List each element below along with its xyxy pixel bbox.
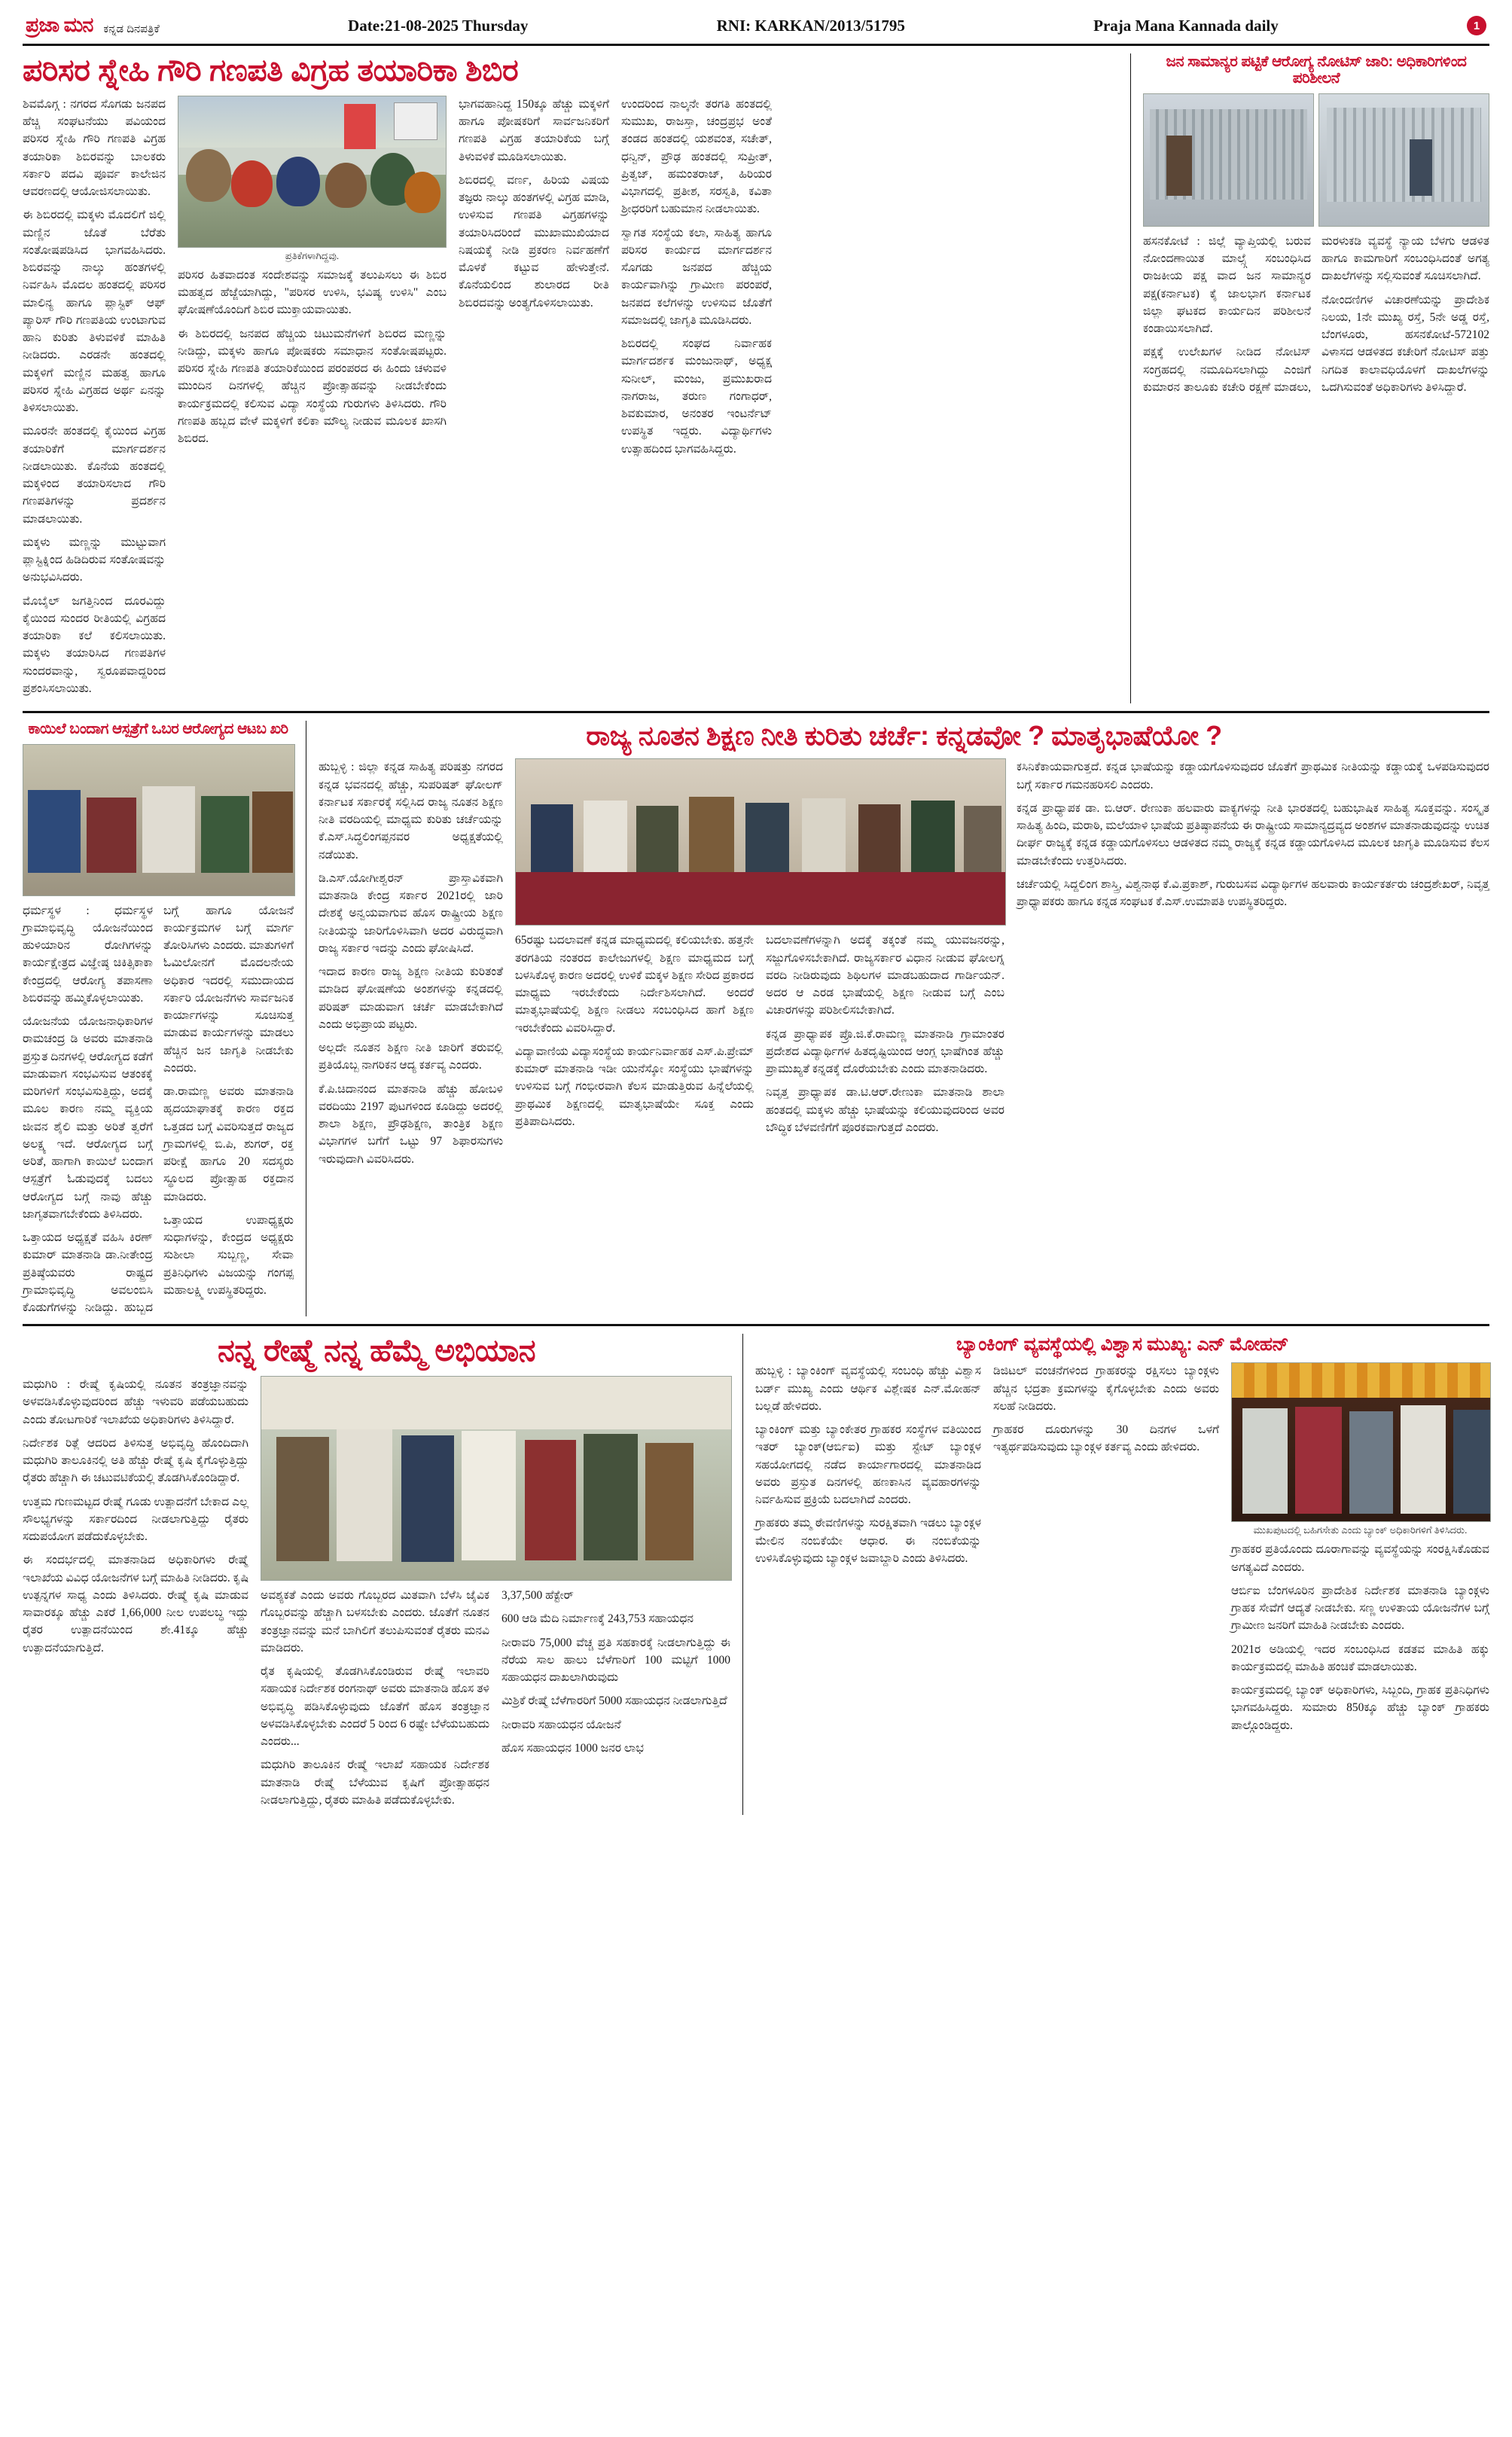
masthead-logo — [26, 14, 160, 38]
story5-photo — [1231, 1362, 1491, 1522]
story2-headline: ಕಾಯಿಲೆ ಬಂದಾಗ ಆಸ್ಪತ್ರೆಗೆ ಒಬರ ಆರೋಗ್ಯದ ಆಟಬ ಖರಿ — [28, 721, 288, 738]
rni-number: RNI: KARKAN/2013/51795 — [716, 16, 905, 35]
story3-col-far-right: ಕಸಿನಿಕೆಕಾಯವಾಗುತ್ತದೆ. ಕನ್ನಡ ಭಾಷೆಯನ್ನು ಕಡ್ಡಾಯಗೊಳಿಸುವುದರ ಜೊತೆಗೆ ಪ್ರಾಥಮಿಕ ನೀತಿಯನ್ನು ಕಡ್ಡಾಯಕ್ಕೆ ಒಳಪಡಿಸುವುದರ ಬಗ್ಗೆ ಸರ್ಕಾರ ಗಮನಹರಿಸಲಿ ಎಂದರು. ಕನ್ನಡ ಪ್ರಾಧ್ಯಾಪಕ ಡಾ. ಬಿ.ಆರ್. ರೇಣುಕಾ ಹಲವಾರು ವಾಕ್ಯಗಳನ್ನು ನೀತಿ ಭಾರತದಲ್ಲಿ ಬಹುಭಾಷಿಕ ಸಾಹಿತ್ಯ ಸೂಕ್ತವನ್ನು. ಸಂಸ್ಕೃತ ಸಾಹಿತ್ಯ ಹಿಂದಿ, ಮರಾಠಿ, ಮಲೆಯಾಳಿ ಭಾಷೆಯ ಪ್ರತಿಷ್ಠಾಪನೆಯ ಈ ರಾಷ್ಟ್ರೀಯ ಸಾಮಾನ್ಯದ್ರವ್ಯದ ಅಂಶಗಳ ಮಾತನಾಡುವುದನ್ನು ಉಚಿತ ದೀರ್ಘ ರಾಜ್ಯಕ್ಕೆ ಕನ್ನಡ ಕಡ್ಡಾಯಗೊಳಿಸಲು ಆಡಳಿತದ ನಮ್ಮ ರಾಜ್ಯಕ್ಕೆ ಕನ್ನಡ ಕಡ್ಡಾಯಗೊಳಿಸಿದ ಮೂಲಕ ಜಾಗೃತಿ ಮೂಡಿಸುವ ಕೆಲಸ ಮಾಡಬೇಕೆಂದು ಉತ್ತರಿಸಿದರು. ಚರ್ಚೆಯಲ್ಲಿ ಸಿದ್ದಲಿಂಗ ಶಾಸ್ತ್ರಿ, ವಿಶ್ವನಾಥ ಕೆ.ವಿ.ಪ್ರಕಾಶ್, ಗುರುಬಸವ ವಿದ್ಯಾರ್ಥಿಗಳ ಹಲವಾರು ಕಾರ್ಯಕರ್ತರು ಚಂದ್ರಶೇಖರ್, ನಿವೃತ್ತ ಪ್ರಾಧ್ಯಾಪಕರು ಹಾಗೂ ಕನ್ನಡ ಸಂಘಟಕ ಕೆ.ಎಸ್.ಉಮಾಪತಿ ಉಪಸ್ಥಿತರಿದ್ದರು. — [1017, 761, 1489, 909]
vertical-divider-1 — [1130, 53, 1131, 703]
story3-photo-col — [515, 758, 1004, 1174]
story1-col1: ಶಿವಮೊಗ್ಗ : ನಗರದ ಸೊಗಡು ಜನಪದ ಹೆಚ್ಚಿ ಸಂಘಟನೆಯು ಪವಿಯಂದ ಪರಿಸರ ಸ್ನೇಹಿ ಗೌರಿ ಗಣಪತಿ ವಿಗ್ರಹ ತಯಾರಿಕಾ ಶಿಬಿರವನ್ನು ಬಾಲಕರು ಸರ್ಕಾರಿ ಪದವಿ ಪೂರ್ವ ಕಾಲೇಜಿನ ಆವರಣದಲ್ಲಿ ಆಯೋಜಿಸಲಾಯಿತು. ಈ ಶಿಬಿರದಲ್ಲಿ ಮಕ್ಕಳು ಮೊದಲಿಗೆ ಜಿಲ್ಲಿ ಮಣ್ಣಿನ ಜೊತೆ ಬೆರೆತು ಸಂತೋಷಪಡಿಸಿದ ಭಾಗವಹಿಸಿದರು. ಶಿಬಿರವನ್ನು ನಾಲ್ಕು ಹಂತಗಳಲ್ಲಿ ನಿರ್ವಹಿಸಿ ಮೊದಲ ಹಂತದಲ್ಲಿ ಪರಿಸರ ಮಾಲಿನ್ಯ ಹಾಗೂ ಪ್ಲಾಸ್ಟಿಕ್ ಆಫ್ ಪ್ಯಾರಿಸ್ ಗೌರಿ ಗಣಪತಿಯ ಉಂಟಾಗುವ ಹಾನಿ ಕುರಿತು ತಿಳುವಳಿಕೆ ಮಾಹಿತಿ ನೀಡಿದರು. ಎರಡನೇ ಹಂತದಲ್ಲಿ ಮಕ್ಕಳಿಗೆ ಮಣ್ಣಿನ ಮಹತ್ವ ಹಾಗೂ ಪರಿಸರ ಸ್ನೇಹಿ ವಿಗ್ರಹದ ಅರ್ಥ ಏನನ್ನು ತಿಳಿಸಲಾಯಿತು. ಮೂರನೇ ಹಂತದಲ್ಲಿ ಕೈಯಿಂದ ವಿಗ್ರಹ ತಯಾರಿಕೆಗೆ ಮಾರ್ಗದರ್ಶನ ನೀಡಲಾಯಿತು. ಕೊನೆಯ ಹಂತದಲ್ಲಿ ಮಕ್ಕಳಿಂದ ತಯಾರಿಸಲಾದ ಗೌರಿ ಗಣಪತಿಗಳನ್ನು ಪ್ರದರ್ಶನ ಮಾಡಲಾಯಿತು. ಮಕ್ಕಳು ಮಣ್ಣನ್ನು ಮುಟ್ಟುವಾಗ ಪ್ಲಾಸ್ಟಿಕ್ನಿಂದ ಹಿಡಿದಿರುವ ಸಂತೋಷವನ್ನು ಅನುಭವಿಸಿದರು. ಮೊಬೈಲ್ ಜಗತ್ತಿನಿಂದ ದೂರವಿದ್ದು ಕೈಯಿಂದ ಸುಂದರ ರೀತಿಯಲ್ಲಿ ವಿಗ್ರಹದ ತಯಾರಿಕಾ ಕಲೆ ಕಲಿಸಲಾಯಿತು. ಮಕ್ಕಳು ತಯಾರಿಸಿದ ಗಣಪತಿಗಳ ಸುಂದರವಾನ್ನು, ಸ್ವರೂಪವಾದ್ದರಿಂದ ಪ್ರಶಂಸಿಸಲಾಯಿತು. — [23, 97, 166, 695]
bottom-section — [0, 1326, 1512, 1830]
story5-col3: ಗ್ರಾಹಕರ ಪ್ರತಿಯೊಂದು ದೂರಾಗಾವನ್ನು ವ್ಯವಸ್ಥೆಯನ್ನು ಸಂರಕ್ಷಿಸಿಕೊಡುವ ಅಗತ್ಯವಿದೆ ಎಂದರು. ಆರ್ಬಿಐ ಬೆಂಗಳೂರಿನ ಪ್ರಾದೇಶಿಕ ನಿರ್ದೇಶಕ ಮಾತನಾಡಿ ಬ್ಯಾಂಕ್ಗಳು ಗ್ರಾಹಕ ಸೇವೆಗೆ ಆದ್ಯತೆ ನೀಡಬೇಕು. ಸಣ್ಣ ಉಳಿತಾಯ ಯೋಜನೆಗಳ ಬಗ್ಗೆ ಗ್ರಾಮೀಣ ಜನರಿಗೆ ಮಾಹಿತಿ ನೀಡಬೇಕು ಎಂದರು. 2021ರ ಅಡಿಯಲ್ಲಿ ಇದರ ಸಂಬಂಧಿಸಿದ ಕಡತವ ಮಾಹಿತಿ ಹಕ್ಕು ಕಾರ್ಯಕ್ರಮದಲ್ಲಿ ಮಾಹಿತಿ ಹಂಚಿಕೆ ಮಾಡಲಾಯಿತು. ಕಾರ್ಯಕ್ರಮದಲ್ಲಿ ಬ್ಯಾಂಕ್ ಅಧಿಕಾರಿಗಳು, ಸಿಬ್ಬಂದಿ, ಗ್ರಾಹಕ ಪ್ರತಿನಿಧಿಗಳು ಭಾಗವಹಿಸಿದ್ದರು. ಸುಮಾರು 850ಕ್ಕೂ ಹೆಚ್ಚು ಬ್ಯಾಂಕ್ ಗ್ರಾಹಕರು ಪಾಲ್ಗೊಂಡಿದ್ದರು. — [1231, 1543, 1489, 1732]
paper-name: Praja Mana Kannada daily — [1093, 16, 1279, 35]
story-top-right-headline: ಜನ ಸಾಮಾನ್ಯರ ಪಟ್ಟಿಕೆ ಆರೋಗ್ಯ ನೋಟಿಸ್ ಜಾರಿ: ಅಧಿಕಾರಿಗಳಿಂದ ಪರಿಶೀಲನೆ — [1166, 53, 1467, 87]
story-top-right-body: ಹಸನಕೋಟೆ : ಜಿಲ್ಲೆ ವ್ಯಾಪ್ತಿಯಲ್ಲಿ ಬರುವ ನೋಂದಣಾಯಿತ ಮಾಲ್ಸ್ಗೆ ಸಂಬಂಧಿಸಿದ ರಾಜಕೀಯ ಪಕ್ಷ ವಾದ ಜನ ಸಾಮಾನ್ಯರ ಪಕ್ಷ(ಕರ್ನಾಟಕ) ಕೈ ಜಾಲಭಾಗ ಕರ್ನಾಟಕ ಜಿಲ್ಲಾ ಘಟಕದ ಕಾರ್ಯದಿನ ಪರಿಶೀಲನೆ ಕಂಡಾಯಿಸಲಾಗಿದೆ. ಪಕ್ಷಕ್ಕೆ ಉಲೇಖಗಳ ನೀಡಿದ ನೋಟಿಸ್ ಸಂಗ್ರಹದಲ್ಲಿ ನಮೂದಿಸಲಾಗಿದ್ದು ಎಂಜಿಗೆ ಕುಮಾರನ ತಾಲೂಕು ಕಚೇರಿ ರಕ್ಷಣೆ ಮಾಡಲು, ಮರಳುಕಡಿ ವ್ಯವಸ್ಥೆ ನ್ಯಾಯ ಬೆಳಗು ಆಡಳಿತ ಹಾಗೂ ಕಾಮಗಾರಿಗೆ ಸಂಬಂಧಿಸಿದಂತೆ ಅಗತ್ಯ ದಾಖಲೆಗಳನ್ನು ಸಲ್ಲಿಸುವಂತೆ ಸೂಚಿಸಲಾಗಿದೆ. ನೋಂದಣಿಗಳ ವಿಚಾರಣೆಯನ್ನು ಪ್ರಾದೇಶಿಕ ನಿಲಯ, 1ನೇ ಮುಖ್ಯ ರಸ್ತೆ, 5ನೇ ಅಡ್ಡ ರಸ್ತೆ, ಬೆಂಗಳೂರು, ಹಸನಕೋಟೆ-572102 ವಿಳಾಸದ ಆಡಳಿತದ ಕಚೇರಿಗೆ ನೋಟಿಸ್ ಪತ್ತು ನಿಗದಿತ ಕಾಲಾವಧಿಯೊಳಗೆ ದಾಖಲೆಗಳನ್ನು ಒದಗಿಸುವಂತೆ ಅಧಿಕಾರಿಗಳು ತಿಳಿಸಿದ್ದಾರೆ. — [1143, 234, 1489, 394]
story1-photo — [178, 96, 447, 248]
story3-headline: ರಾಜ್ಯ ನೂತನ ಶಿಕ್ಷಣ ನೀತಿ ಕುರಿತು ಚರ್ಚೆ: ಕನ್ನಡವೋ ? ಮಾತೃಭಾಷೆಯೋ ? — [586, 720, 1222, 752]
story5-col2: ಡಿಜಿಟಲ್ ವಂಚನೆಗಳಿಂದ ಗ್ರಾಹಕರನ್ನು ರಕ್ಷಿಸಲು ಬ್ಯಾಂಕ್ಗಳು ಹೆಚ್ಚಿನ ಭದ್ರತಾ ಕ್ರಮಗಳನ್ನು ಕೈಗೊಳ್ಳಬೇಕು ಎಂದು ಅವರು ಸಲಹೆ ನೀಡಿದರು. ಗ್ರಾಹಕರ ದೂರುಗಳನ್ನು 30 ದಿನಗಳ ಒಳಗೆ ಇತ್ಯರ್ಥಪಡಿಸುವುದು ಬ್ಯಾಂಕ್ಗಳ ಕರ್ತವ್ಯ ಎಂದು ಹೇಳಿದರು. — [993, 1365, 1219, 1454]
story-top-right-block — [1143, 53, 1489, 703]
story4-figures: 3,37,500 ಹೆಕ್ಟೇರ್ 600 ಆಡಿ ಮೆದಿ ನಿರ್ಮಾಣಕ್ಕೆ 243,753 ಸಹಾಯಧನ ನೀರಾವರಿ 75,000 ವೆಚ್ಚ ಪ್ರತಿ ಸಹಕಾರಕ್ಕೆ ನೀಡಲಾಗುತ್ತಿದ್ದು ಈ ನೆರೆಯ ಸಾಲ ಹಾಲು ಬೆಳೆಗಾರಿಗೆ 100 ಮಟ್ಟಿಗೆ 1000 ಸಹಾಯಧನ ದಾಖಲಾಗಿರುವುದು ಮಿಶ್ರಿಕೆ ರೇಷ್ಮೆ ಬೆಳೆಗಾರರಿಗೆ 5000 ಸಹಾಯಧನ ನೀಡಲಾಗುತ್ತಿದೆ ನೀರಾವರಿ ಸಹಾಯಧನ ಯೋಜನೆ ಹೊಸ ಸಹಾಯಧನ 1000 ಜನರ ಲಾಭ — [501, 1589, 730, 1755]
story-top-right-photo-2 — [1318, 93, 1489, 227]
story4-col1: ಮಧುಗಿರಿ : ರೇಷ್ಮೆ ಕೃಷಿಯಲ್ಲಿ ನೂತನ ತಂತ್ರಜ್ಞಾನವನ್ನು ಅಳವಡಿಸಿಕೊಳ್ಳುವುದರಿಂದ ಹೆಚ್ಚು ಇಳುವರಿ ಪಡೆಯಬಹುದು ಎಂದು ತೋಟಗಾರಿಕೆ ಇಲಾಖೆಯ ಅಧಿಕಾರಿಗಳು ತಿಳಿಸಿದ್ದಾರೆ. ನಿರ್ದೇಶಕ ರಿತ್ಲೆ ಆದರಿದ ತಿಳಿಸುತ್ತ ಅಭಿವೃದ್ಧಿ ಹೊಂದಿದಾಗಿ ಮಧುಗಿರಿ ತಾಲೂಕಿನಲ್ಲಿ ಅತಿ ಹೆಚ್ಚು ರೇಷ್ಮೆ ಕೃಷಿ ಕೈಗೊಳ್ಳುತ್ತಿದ್ದು ರೈತರು ಹೆಚ್ಚಾಗಿ ಈ ಚಟುವಟಿಕೆಯಲ್ಲಿ ತೊಡಗಿಸಿಕೊಂಡಿದ್ದಾರೆ. ಉತ್ತಮ ಗುಣಮಟ್ಟದ ರೇಷ್ಮೆ ಗೂಡು ಉತ್ಪಾದನೆಗೆ ಬೇಕಾದ ಎಲ್ಲ ಸೌಲಭ್ಯಗಳನ್ನು ಸರ್ಕಾರದಿಂದ ನೀಡಲಾಗುತ್ತಿದ್ದು ರೈತರು ಸದುಪಯೋಗ ಪಡೆದುಕೊಳ್ಳಬೇಕು. ಈ ಸಂದರ್ಭದಲ್ಲಿ ಮಾತನಾಡಿದ ಅಧಿಕಾರಿಗಳು ರೇಷ್ಮೆ ಇಲಾಖೆಯ ವಿವಿಧ ಯೋಜನೆಗಳ ಬಗ್ಗೆ ಮಾಹಿತಿ ನೀಡಿದರು. ಕೃಷಿ ಉತ್ಪನ್ನಗಳ ಸಾಧ್ಯ ಎಂದು ತಿಳಿಸಿದರು. ರೇಷ್ಮೆ ಕೃಷಿ ಮಾಡುವ ಸಾವಾರಕ್ಕೂ ಹೆಚ್ಚು ಎಕರೆ 1,66,000 ನೀಲ ಉಪಲಬ್ಧ ಇದ್ದು ರೈತರ ಉತ್ಪಾದನೆಯಿಂದ ಶೇ.41ಕ್ಕೂ ಹೆಚ್ಚು ಉತ್ಪಾದನೆಯಾಗುತ್ತಿದೆ. — [23, 1378, 248, 1655]
story3-col1: ಹುಬ್ಬಳ್ಳಿ : ಜಿಲ್ಲಾ ಕನ್ನಡ ಸಾಹಿತ್ಯ ಪರಿಷತ್ತು ನಗರದ ಕನ್ನಡ ಭವನದಲ್ಲಿ ಹೆಚ್ಚು, ಸುಪರಿಷತ್ ಘೋಲಗ್ ಕರ್ನಾಟಕ ಸರ್ಕಾರಕ್ಕೆ ಸಲ್ಲಿಸಿದ ರಾಜ್ಯ ನೂತನ ಶಿಕ್ಷಣ ನೀತಿ ವರದಿಯಲ್ಲಿ ಮಾಧ್ಯಮ ಕುರಿತು ಚರ್ಚೆಯನ್ನು ಕೆ.ಎಸ್.ಸಿದ್ಧಲಿಂಗಪ್ಪನವರ ಅಧ್ಯಕ್ಷತೆಯಲ್ಲಿ ನಡೆಯಿತು. ಡಿ.ಎಸ್.ಯೋಗೀಶ್ವರನ್ ಪ್ರಾಸ್ತಾವಿಕವಾಗಿ ಮಾತನಾಡಿ ಕೇಂದ್ರ ಸರ್ಕಾರ 2021ರಲ್ಲಿ ಜಾರಿ ದೇಶಕ್ಕೆ ಅನ್ವಯವಾಗುವ ಹೊಸ ರಾಷ್ಟ್ರೀಯ ಶಿಕ್ಷಣ ನೀತಿಯನ್ನು ಜಾರಿಗೊಳಿಸಿವಾಗಿ ಅದರ ವಿರುದ್ಧವಾಗಿ ರಾಜ್ಯ ಸರ್ಕಾರ ಇದನ್ನು ಎಂದು ಘೋಷಿಸಿದೆ. ಇದಾದ ಕಾರಣ ರಾಜ್ಯ ಶಿಕ್ಷಣ ನೀತಿಯ ಕುರಿತಂತೆ ಮಾಡಿದ ಘೋಷಣೆಯ ಅಂಶಗಳನ್ನು ಕನ್ನಡದಲ್ಲಿ ಪರಿಷತ್ ಮಾಡುವಾಗ ಚರ್ಚೆ ಮಾಡಬೇಕಾಗಿದೆ ಎಂದು ಅಭಿಪ್ರಾಯ ಪಟ್ಟರು. ಅಲ್ಲದೇ ನೂತನ ಶಿಕ್ಷಣ ನೀತಿ ಜಾರಿಗೆ ತರುವಲ್ಲಿ ಪ್ರತಿಯೊಬ್ಬ ನಾಗರಿಕನ ಆದ್ಯ ಕರ್ತವ್ಯ ಎಂದರು. ಕೆ.ಪಿ.ಚಿದಾನಂದ ಮಾತನಾಡಿ ಹೆಚ್ಚು ಹೋಬಳಿ ವರದಿಯು 2197 ಪುಟಗಳಿಂದ ಕೂಡಿದ್ದು ಅದರಲ್ಲಿ ಶಾಲಾ ಶಿಕ್ಷಣ, ಪ್ರೌಢಶಿಕ್ಷಣ, ತಾಂತ್ರಿಕ ಶಿಕ್ಷಣ ವಿಭಾಗಗಳ ಬಗೆಗೆ ಒಟ್ಟು 97 ಶಿಫಾರಸುಗಳು ಇರುವುದಾಗಿ ವಿವರಿಸಿದರು. — [319, 761, 503, 1166]
story3-col-mid: 65ರಷ್ಟು ಬದಲಾವಣೆ ಕನ್ನಡ ಮಾಧ್ಯಮದಲ್ಲಿ ಕಲಿಯಬೇಕು. ಹತ್ತನೇ ತರಗತಿಯ ನಂತರದ ಕಾಲೇಜುಗಳಲ್ಲಿ ಶಿಕ್ಷಣ ಮಾಧ್ಯಮದ ಬಗ್ಗೆ ಬಳಸಿಕೊಳ್ಳ ಕಾರಣ ಅದರಲ್ಲಿ ಉಳಿಕೆ ಮಕ್ಕಳ ಶಿಕ್ಷಣ ಸೇರಿದ ಪ್ರಕಾರದ ಮಾಧ್ಯಮ ಇರಬೇಕೆಂದು ನಿರ್ದೇಶಿಸಲಾಗಿದೆ. ಅಂದರೆ ಮಾತೃಭಾಷೆಯಲ್ಲಿ ಶಿಕ್ಷಣ ನೀಡಲು ಸಂಬಂಧಿಸಿದ ಹಾಗೆ ಶಿಕ್ಷಣ ಇರಬೇಕೆಂದು ವಿವರಿಸಿದ್ದಾರೆ. ವಿದ್ಯಾವಾಣಿಯ ವಿದ್ಯಾಸಂಸ್ಥೆಯ ಕಾರ್ಯನಿರ್ವಾಹಕ ಎಸ್.ಪಿ.ಪ್ರೇಮ್ ಕುಮಾರ್ ಮಾತನಾಡಿ ಇಡೀ ಯುನೆಸ್ಕೋ ಸಂಸ್ಥೆಯು ಭಾಷೆಗಳನ್ನು ಉಳಿಸುವ ಬಗ್ಗೆ ಗಂಭೀರವಾಗಿ ಕೆಲಸ ಮಾಡುತ್ತಿರುವ ಹಿನ್ನೆಲೆಯಲ್ಲಿ ಪ್ರಾಥಮಿಕ ಶಿಕ್ಷಣದಲ್ಲಿ ಮಾತೃಭಾಷೆಯೇ ಸೂಕ್ತ ಎಂದು ಪ್ರತಿಪಾದಿಸಿದರು. — [515, 934, 754, 1128]
story5-block — [755, 1334, 1489, 1815]
logo-kannada: ಪ್ರಜಾ ಮನ — [26, 14, 93, 36]
story4-col2: ಅವಶ್ಯಕತೆ ಎಂದು ಅವರು ಗೊಬ್ಬರದ ಮಿತವಾಗಿ ಬೆಳೆಸಿ ಜೈವಿಕ ಗೊಬ್ಬರವನ್ನು ಹೆಚ್ಚಾಗಿ ಬಳಸಬೇಕು ಎಂದರು. ಜೊತೆಗೆ ನೂತನ ತಂತ್ರಜ್ಞಾನವನ್ನು ಮನೆ ಬಾಗಿಲಿಗೆ ತಲುಪಿಸುವಂತೆ ರೈತರು ಮನವಿ ಮಾಡಿದರು. ರೈತ ಕೃಷಿಯಲ್ಲಿ ತೊಡಗಿಸಿಕೊಂಡಿರುವ ರೇಷ್ಮೆ ಇಲಾವರಿ ಸಹಾಯಕ ನಿರ್ದೇಶಕ ರಂಗನಾಥ್ ಅವರು ಮಾತನಾಡಿ ಹೊಸ ತಳಿ ಅಭಿವೃದ್ಧಿ ಪಡಿಸಿಕೊಳ್ಳುವುದು ಜೊತೆಗೆ ಹೊಸ ತಂತ್ರಜ್ಞಾನ ಅಳವಡಿಸಿಕೊಳ್ಳಬೇಕು ಎಂದರೆ 5 ರಿಂದ 6 ರಷ್ಟೇ ಬೆಳೆಯಬಹುದು ಎಂದರು... ಮಧುಗಿರಿ ತಾಲೂಕಿನ ರೇಷ್ಮೆ ಇಲಾಖೆ ಸಹಾಯಕ ನಿರ್ದೇಶಕ ಮಾತನಾಡಿ ರೇಷ್ಮೆ ಬೆಳೆಯುವ ಕೃಷಿಗೆ ಪ್ರೋತ್ಸಾಹಧನ ನೀಡಲಾಗುತ್ತಿದ್ದು, ರೈತರು ಮಾಹಿತಿ ಪಡೆದುಕೊಳ್ಳಬೇಕು. — [261, 1589, 489, 1807]
story1-photo-col — [178, 96, 447, 703]
story4-headline: ನನ್ನ ರೇಷ್ಮೆ ನನ್ನ ಹೆಮ್ಮೆ ಅಭಿಯಾನ — [217, 1333, 536, 1368]
story1-col4: ಉಂದರಿಂದ ನಾಲ್ಕನೇ ತರಗತಿ ಹಂತದಲ್ಲಿ ಸುಮುಖ, ರಾಜಸ್ತಾ, ಚಂದ್ರಪ್ರಭ ಅಂತೆ ತಂಡದ ಹಂತದಲ್ಲಿ ಯಶವಂತ, ಸಚೇತ್, ಧನ್ವಿನ್, ಪ್ರೌಢ ಹಂತದಲ್ಲಿ ಸುಪ್ರೀತ್, ಪ್ರಿತ್ವಜ್, ಹಮಂತರಾಜ್, ಹಿರಿಯರ ವಿಭಾಗದಲ್ಲಿ ಪ್ರತೀಶ, ಸರಸ್ವತಿ, ಕವಿತಾ ಶ್ರೀಧರರಿಗೆ ಬಹುಮಾನ ನೀಡಲಾಯಿತು. ಸ್ವಾಗತ ಸಂಸ್ಥೆಯ ಕಲಾ, ಸಾಹಿತ್ಯ ಹಾಗೂ ಪರಿಸರ ಕಾರ್ಯದ ಮಾರ್ಗದರ್ಶನ ಸೊಗಡು ಜನಪದ ಹೆಚ್ಚಿಯ ಕಾರ್ಯವಾಗಿನ್ನು ಗ್ರಾಮೀಣ ಪರಂಪರೆ, ಜನಪದ ಕಲೆಗಳನ್ನು ಉಳಿಸುವ ಜೊತೆಗೆ ಸಮಾಜದಲ್ಲಿ ಜಾಗೃತಿ ಮೂಡಿಸಿದರು. ಶಿಬಿರದಲ್ಲಿ ಸಂಘದ ನಿರ್ವಾಹಕ ಮಾರ್ಗದರ್ಶಕ ಮಂಜುನಾಥ್, ಅಧ್ಯಕ್ಷ ಸುನೀಲ್, ಮಂಜು, ಪ್ರಮುಖರಾದ ನಾಗರಾಜ, ತರುಣ ಗಂಗಾಧರ್, ಶಿವಕುಮಾರ, ಅನಂತರ ಇಂಟರ್ನೆಟ್ ಉಪಸ್ಥಿತ ಇದ್ದರು. ವಿದ್ಯಾರ್ಥಿಗಳು ಉತ್ಸಾಹದಿಂದ ಭಾಗವಹಿಸಿದ್ದರು. — [621, 97, 772, 456]
story3-block — [319, 721, 1489, 1316]
story-top-right-photo-1 — [1143, 93, 1314, 227]
story5-col1: ಹುಬ್ಬಳ್ಳಿ : ಬ್ಯಾಂಕಿಂಗ್ ವ್ಯವಸ್ಥೆಯಲ್ಲಿ ಸಂಬಂಧಿ ಹೆಚ್ಚು ವಿಶ್ವಾಸ ಬರ್ಡ್ ಮುಖ್ಯ ಎಂದು ಆರ್ಥಿಕ ವಿಶ್ಲೇಷಕ ಎನ್.ಮೋಹನ್ ಬಲ್ಲಡೆ ಹೇಳಿದರು. ಬ್ಯಾಂಕಿಂಗ್ ಮತ್ತು ಬ್ಯಾಂಕೇತರ ಗ್ರಾಹಕರ ಸಂಸ್ಥೆಗಳ ವತಿಯಿಂದ ಇತರ್ ಬ್ಯಾಂಕ್(ಆರ್ಬಿಐ) ಮತ್ತು ಸ್ಟೇಟ್ ಬ್ಯಾಂಕ್ಗಳ ಸಹಯೋಗದಲ್ಲಿ ನಡೆದ ಕಾರ್ಯಾಗಾರದಲ್ಲಿ ಮಾತನಾಡಿದ ಅವರು ಪ್ರಸ್ತುತ ದಿನಗಳಲ್ಲಿ ಹಣಕಾಸಿನ ವ್ಯವಹಾರಗಳನ್ನು ನಿರ್ವಹಿಸುವ ಪ್ರಕ್ರಿಯೆ ಬದಲಾಗಿದೆ ಎಂದರು. ಗ್ರಾಹಕರು ತಮ್ಮ ಠೇವಣಿಗಳನ್ನು ಸುರಕ್ಷಿತವಾಗಿ ಇಡಲು ಬ್ಯಾಂಕ್ಗಳ ಮೇಲಿನ ನಂಬಿಕೆಯೇ ಆಧಾರ. ಈ ನಂಬಿಕೆಯನ್ನು ಉಳಿಸಿಕೊಳ್ಳುವುದು ಬ್ಯಾಂಕ್ಗಳ ಜವಾಬ್ದಾರಿ ಎಂದು ತಿಳಿಸಿದರು. — [755, 1365, 981, 1565]
story1-photo-caption: ಪ್ರತಿಕೆಗಳಾಗಿದ್ದವು. — [285, 249, 340, 261]
masthead — [0, 0, 1512, 42]
story5-photo-caption: ಮುಖಪುಟದಲ್ಲಿ ಬಹಿಗಸೇತು ಎಂದು ಬ್ಯಾಂಕ್ ಅಧಿಕಾರಿಗಳಿಗೆ ತಿಳಿಸಿದರು. — [1253, 1524, 1468, 1536]
story1-headline: ಪರಿಸರ ಸ್ನೇಹಿ ಗೌರಿ ಗಣಪತಿ ವಿಗ್ರಹ ತಯಾರಿಕಾ ಶಿಬಿರ — [23, 53, 519, 87]
logo-subtitle: ಕನ್ನಡ ದಿನಪತ್ರಿಕೆ — [103, 23, 160, 35]
story3-col-right: ಬದಲಾವಣೆಗಳನ್ನಾಗಿ ಅದಕ್ಕೆ ತಕ್ಕಂತೆ ನಮ್ಮ ಯುವಜನರನ್ನು, ಸಜ್ಜುಗೊಳಿಸಬೇಕಾಗಿದೆ. ರಾಜ್ಯಸರ್ಕಾರ ವಿಧಾನ ನೀಡುವ ಘೋಲಗ್ನ ವರದಿ ನೀಡಿರುವುದು ಶಿಥಿಲಗಳ ಮಾಡಬಹುದಾದ ಗಾರ್ಡಿಯನ್. ಅದರ ಆ ಎರಡ ಭಾಷೆಯಲ್ಲಿ ಶಿಕ್ಷಣ ನೀಡುವ ಬಗ್ಗೆ ಎಂಬ ವಿಚಾರಗಳನ್ನು ಪರಿಶೀಲಿಸಬೇಕಾಗಿದೆ. ಕನ್ನಡ ಪ್ರಾಧ್ಯಾಪಕ ಪ್ರೊ.ಜಿ.ಕೆ.ರಾಮಣ್ಣ ಮಾತನಾಡಿ ಗ್ರಾಮಾಂತರ ಪ್ರದೇಶದ ವಿದ್ಯಾರ್ಥಿಗಳ ಹಿತದೃಷ್ಟಿಯಿಂದ ಆಂಗ್ಲ ಭಾಷೆಗಿಂತ ಹೆಚ್ಚು ಪ್ರಾಮುಖ್ಯತೆ ಕನ್ನಡಕ್ಕೆ ದೊರೆಯಬೇಕು ಎಂದು ಮಾತನಾಡಿದರು. ನಿವೃತ್ತ ಪ್ರಾಧ್ಯಾಪಕ ಡಾ.ಟಿ.ಆರ್.ರೇಣುಕಾ ಮಾತನಾಡಿ ಶಾಲಾ ಹಂತದಲ್ಲಿ ಮಕ್ಕಳು ಹೆಚ್ಚು ಭಾಷೆಯನ್ನು ಕಲಿಯುವುದರಿಂದ ಅವರ ಬೌದ್ಧಿಕ ಬೆಳವಣಿಗೆಗೆ ಪೂರಕವಾಗುತ್ತದೆ ಎಂದರು. — [766, 934, 1004, 1134]
story3-photo — [515, 758, 1006, 926]
story5-photo-col — [1231, 1362, 1489, 1740]
story2-body: ಧರ್ಮಸ್ಥಳ : ಧರ್ಮಸ್ಥಳ ಗ್ರಾಮಾಭಿವೃದ್ಧಿ ಯೋಜನೆಯಿಂದ ಹುಳಿಯಾರಿನ ರೋಗಿಗಳನ್ನು ಕಾರ್ಯಕ್ಷೇತ್ರದ ವಿಜ್ಞೇಷ್ಠ ಚಿಕಿತ್ಸಿಕಾಕಾ ಕೇಂದ್ರದಲ್ಲಿ ಆರೋಗ್ಯ ತಪಾಸಣಾ ಶಿಬಿರವನ್ನು ಹಮ್ಮಿಕೊಳ್ಳಲಾಯಿತು. ಯೋಜನೆಯ ಯೋಜನಾಧಿಕಾರಿಗಳ ರಾಮಚಂದ್ರ ಡಿ ಅವರು ಮಾತನಾಡಿ ಪ್ರಸ್ತುತ ದಿನಗಳಲ್ಲಿ ಆರೋಗ್ಯದ ಕಡೆಗೆ ಮಾಡುವಾಗ ಸಂಭವಿಸುವ ಆತಂಕಕ್ಕೆ ಮರಿಗಳಿಗೆ ಸಂಭವಿಸುತ್ತಿದ್ದು, ಅದಕ್ಕೆ ಮೂಲ ಕಾರಣ ನಮ್ಮ ವ್ಯಕ್ತಿಯ ಜೀವನ ಶೈಲಿ ಮತ್ತು ಅರಿತೆ ತ್ವರೆಗೆ ಅಲಕ್ಷ್ಯ ಇದೆ. ಆರೋಗ್ಯದ ಬಗ್ಗೆ ಅರಿತೆ, ಹಾಗಾಗಿ ಕಾಯಿಲೆ ಬಂದಾಗ ಆಸ್ಪತ್ರೆಗೆ ಓಡುವುದಕ್ಕೆ ಬದಲು ಆರೋಗ್ಯದ ಬಗ್ಗೆ ನಾವು ಹೆಚ್ಚು ಜಾಗೃತವಾಗಬೇಕೆಂದು ತಿಳಿಸಿದರು. ಒತ್ತಾಯದ ಅಧ್ಯಕ್ಷತೆ ವಹಿಸಿ ಕಿರಣ್ ಕುಮಾರ್ ಮಾತನಾಡಿ ಡಾ.ನೀತೇಂದ್ರ ಪ್ರತಿಷ್ಠೆಯವರು ರಾಷ್ಟ್ರದ ಗ್ರಾಮಾಭಿವೃದ್ಧಿ ಅವಲಂಬಿಸಿ ಕೊಡುಗೆಗಳನ್ನು ನೀಡಿದ್ದು. ಹುಬ್ಬದ ಬಗ್ಗೆ ಹಾಗೂ ಯೋಜನೆ ಕಾರ್ಯಕ್ರಮಗಳ ಬಗ್ಗೆ ಮಾರ್ಗ ತೋರಿಸಿಗಳು ಎಂದರು. ಮಾತುಗಳಿಗೆ ಓಮಿಲೋನಗೆ ಮೊದಲನೇಯ ಅಧಿಕಾರ ಇದರಲ್ಲಿ ಸಮುದಾಯದ ಸರ್ಕಾರಿ ಯೋಜನೆಗಳು ಸಾರ್ವಜನಿಕ ಕಾರ್ಯಾಗಳನ್ನು ಸೂಚಿಸುತ್ತ ಮಾಡುವ ಕಾರ್ಯಗಳನ್ನು ಮಾಡಲು ಹೆಚ್ಚಿನ ಜನ ಜಾಗೃತಿ ನೀಡಬೇಕು ಎಂದರು. ಡಾ.ರಾಮಣ್ಣ ಅವರು ಮಾತನಾಡಿ ಹೃದಯಾಘಾತಕ್ಕೆ ಕಾರಣ ರಕ್ತದ ಒತ್ತಡದ ಬಗ್ಗೆ ವಿವರಿಸುತ್ತದೆ ರಾಜ್ಯದ ಗ್ರಾಮಗಳಲ್ಲಿ ಬಿ.ಪಿ, ಶುಗರ್, ರಕ್ತ ಪರೀಕ್ಷೆ ಹಾಗೂ 20 ಸದಸ್ಯರು ಸ್ಥೂಲದ ಪ್ರೋತ್ಸಾಹ ರಕ್ತದಾನ ಮಾಡಿದರು. ಒತ್ತಾಯದ ಉಪಾಧ್ಯಕ್ಷರು ಸುಧಾಗಳನ್ನು, ಕೇಂದ್ರದ ಅಧ್ಯಕ್ಷರು ಸುಶೀಲಾ ಸುಬ್ಬಣ್ಣ, ಸೇವಾ ಪ್ರತಿನಿಧಿಗಳು ವಿಜಯನ್ನು ಗಂಗಪ್ಪ ಮಹಾಲಕ್ಷ್ಮಿ ಉಪಸ್ಥಿತರಿದ್ದರು. — [23, 904, 294, 1315]
story5-headline: ಬ್ಯಾಂಕಿಂಗ್ ವ್ಯವಸ್ಥೆಯಲ್ಲಿ ವಿಶ್ವಾಸ ಮುಖ್ಯ: ಎನ್ ಮೋಹನ್ — [956, 1334, 1289, 1356]
mid-section — [0, 713, 1512, 1316]
story4-photo — [261, 1376, 732, 1581]
story1-col2: ಪರಿಸರ ಹಿತವಾದಂತ ಸಂದೇಶವನ್ನು ಸಮಾಜಕ್ಕೆ ತಲುಪಿಸಲು ಈ ಶಿಬಿರ ಮಹತ್ವದ ಹೆಜ್ಜೆಯಾಗಿದ್ದು, "ಪರಿಸರ ಉಳಿಸಿ, ಭವಿಷ್ಯ ಉಳಿಸಿ" ಎಂಬ ಘೋಷಣೆಯೊಂದಿಗೆ ಶಿಬಿರ ಮುಕ್ತಾಯವಾಯಿತು. ಈ ಶಿಬಿರದಲ್ಲಿ ಜನಪದ ಹೆಚ್ಚಿಯ ಚಿಟುಮನೆಗಳಿಗೆ ಶಿಬಿರದ ಮಣ್ಣನ್ನು ನೀಡಿದ್ದು, ಮಕ್ಕಳು ಹಾಗೂ ಪೋಷಕರು ಸಮಾಧಾನ ಸಂತೋಷಪಟ್ಟರು. ಪರಿಸರ ಸ್ನೇಹಿ ಗಣಪತಿ ತಯಾರಿಕೆಯಿಂದ ಪರಂಪರದ ಈ ಹಿಂದು ಚಳುವಳಿ ಮುಂದಿನ ದಿನಗಳಲ್ಲಿ ಹೆಚ್ಚಿನ ಪ್ರೋತ್ಸಾಹವನ್ನು ನೀಡಬೇಕೆಂದು ಕಾರ್ಯಕ್ರಮದಲ್ಲಿ ಕಲಿಸುವ ವಿದ್ಯಾ ಸಂಸ್ಥೆಯ ಗುರುಗಳು ತಿಳಿಸಿದರು. ಗೌರಿ ಗಣಪತಿ ಹಬ್ಬದ ವೇಳೆ ಮಕ್ಕಳಿಗೆ ಕಲಿಕಾ ಮೌಲ್ಯ ನೀಡುವ ಮೂಲಕ ಖಾಸಗಿ ಶಿಬಿರದ. — [178, 268, 447, 446]
story2-photo — [23, 744, 295, 896]
top-section — [0, 46, 1512, 703]
story1-block — [23, 53, 1118, 703]
story4-block — [23, 1334, 730, 1815]
publication-date: Date:21-08-2025 Thursday — [348, 16, 529, 35]
page-number-badge: 1 — [1467, 16, 1486, 35]
story4-photo-col — [261, 1376, 730, 1815]
story1-col3: ಭಾಗವಹಾನಿದ್ದ 150ಕ್ಕೂ ಹೆಚ್ಚು ಮಕ್ಕಳಿಗೆ ಹಾಗೂ ಪೋಷಕರಿಗೆ ಸಾರ್ವಜನಿಕರಿಗೆ ಗಣಪತಿ ವಿಗ್ರಹ ತಯಾರಿಕೆಯ ಬಗ್ಗೆ ತಿಳುವಳಿಕೆ ಮೂಡಿಸಲಾಯಿತು. ಶಿಬಿರದಲ್ಲಿ ವರ್ಣ, ಹಿರಿಯ ವಿಷಯ ತಜ್ಞರು ನಾಲ್ಕು ಹಂತಗಳಲ್ಲಿ ವಿಗ್ರಹ ಮಾಡಿ, ಉಳಿಸುವ ಗಣಪತಿ ವಿಗ್ರಹಗಳನ್ನು ತಯಾರಿಸಿದರಿಂದೆ ಮುಖಾಮುಖಿಯಾದ ನಿಷಯಕ್ಕೆ ನೀಡಿ ಪ್ರಕರಣ ನಿರ್ವಹಣೆಗೆ ಮೊಳಕೆ ಕಟ್ಟುವ ಹೇಳುತ್ತೇನೆ. ಕೊನೆಯಲಿಂದ ಶುಲಾರದ ರೀತಿ ಶಿಬಿರದವನ್ನು ಅಂತ್ಯಗೊಳಿಸಲಾಯಿತು. — [459, 97, 609, 310]
vertical-divider-3 — [742, 1334, 743, 1815]
story2-block — [23, 721, 294, 1316]
